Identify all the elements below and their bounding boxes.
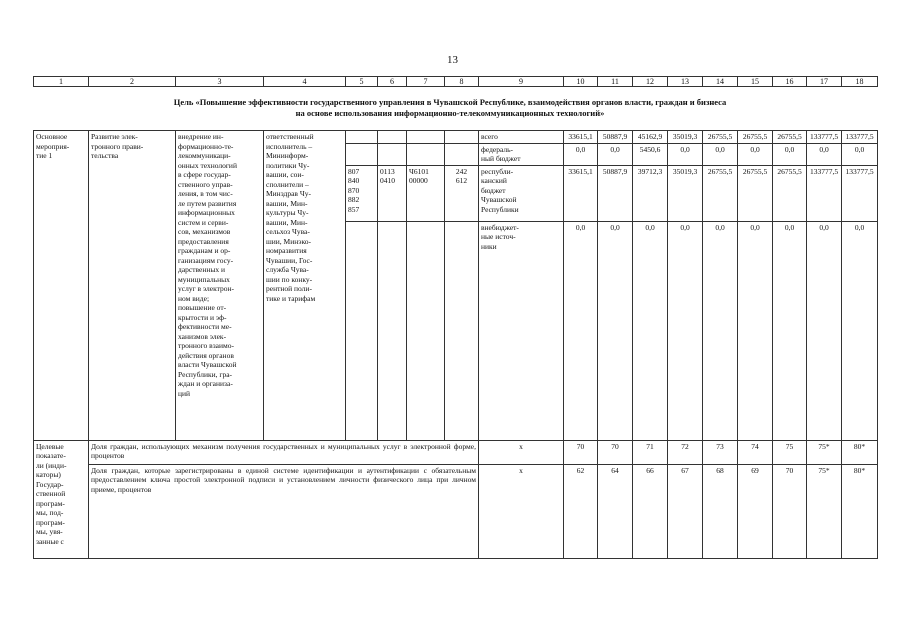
funding-source: всего (479, 131, 564, 144)
empty-cell (445, 131, 479, 144)
table-row (34, 131, 878, 144)
value-cell: 26755,5 (773, 131, 807, 144)
budget-code-section: 0113 0410 (378, 165, 407, 221)
empty-cell (407, 131, 445, 144)
funding-source: республи- канский бюджет Чувашской Республики (479, 165, 564, 221)
empty-cell (346, 221, 378, 440)
value-cell: 66 (633, 464, 668, 558)
activity-type: Основное мероприя- тие 1 (34, 131, 89, 441)
value-cell: 0,0 (807, 143, 842, 165)
value-cell: 133777,5 (807, 131, 842, 144)
col-num: 7 (407, 77, 445, 87)
empty-cell (378, 143, 407, 165)
value-cell: 0,0 (598, 143, 633, 165)
col-num: 1 (34, 77, 89, 87)
value-cell: 75* (807, 440, 842, 464)
value-cell: 74 (738, 440, 773, 464)
budget-code-target: Ч6101 00000 (407, 165, 445, 221)
empty-cell (407, 221, 445, 440)
value-cell: 68 (703, 464, 738, 558)
value-cell: 5450,6 (633, 143, 668, 165)
value-cell: 75 (773, 440, 807, 464)
page-number: 13 (447, 54, 458, 66)
value-cell: 73 (703, 440, 738, 464)
value-cell: 0,0 (773, 143, 807, 165)
value-cell: 0,0 (842, 143, 878, 165)
activity-title: Развитие элек- тронного прави- тельства (89, 131, 176, 441)
value-cell: 26755,5 (703, 165, 738, 221)
table-row (34, 464, 878, 558)
value-cell: 50887,9 (598, 131, 633, 144)
empty-cell (378, 221, 407, 440)
empty-cell (445, 143, 479, 165)
empty-cell (445, 221, 479, 440)
value-cell: 33615,1 (564, 131, 598, 144)
value-cell: 0,0 (668, 221, 703, 440)
goal-line-1: Цель «Повышение эффективности государственного управления в Чувашской Республике, взаимодействия органов власти, граждан и бизнеса (173, 97, 727, 107)
value-cell: 0,0 (633, 221, 668, 440)
activity-executors: ответственный исполнитель – Мининформ- политики Чу- вашии, сои- сполнители – Минздрав Чу- вашии, Мин- культуры Чу- вашии, Мин- сельхоз Чува- шии, Минэко- номразвития Чувашии, Гос- служба Чува- шии по конку- рентной поли- тике и тарифам (264, 131, 346, 441)
value-cell: 0,0 (668, 143, 703, 165)
value-cell: 71 (633, 440, 668, 464)
indicator-text: Доля граждан, которые зарегистрированы в единой системе идентификации и аутентификации с обязательным предоставлением ключа простой электронной подписи и установлением личности физического лица при личном приеме, процентов (89, 464, 479, 558)
col-num: 9 (479, 77, 564, 87)
value-cell: 70 (564, 440, 598, 464)
col-num: 3 (176, 77, 264, 87)
value-cell: 45162,9 (633, 131, 668, 144)
activity-description: внедрение ин- формационно-те- лекоммуникаци- онных технологий в сфере государ- ственного управ- ления, в том чис- ле путем развития информационных систем и серви- сов, механизмов предоставления гражданам и ор- ганизациям госу- дарственных и муниципальных услуг в электрон- ном виде; повышение от- крытости и эф- фективности ме- ханизмов элек- тронного взаимо- действия органов власти Чувашской Республики, гра- ждан и организа- ций (176, 131, 264, 441)
value-cell: 26755,5 (738, 165, 773, 221)
col-num: 12 (633, 77, 668, 87)
indicator-text: Доля граждан, использующих механизм получения государственных и муниципальных услуг в электронной форме, процентов (89, 440, 479, 464)
value-cell: 133777,5 (807, 165, 842, 221)
value-cell: 33615,1 (564, 165, 598, 221)
col-num: 16 (773, 77, 807, 87)
value-cell: 70 (598, 440, 633, 464)
value-cell: 0,0 (807, 221, 842, 440)
value-cell: 64 (598, 464, 633, 558)
empty-cell (407, 143, 445, 165)
empty-cell (378, 131, 407, 144)
value-cell: 0,0 (703, 221, 738, 440)
value-cell: 80* (842, 440, 878, 464)
col-num: 11 (598, 77, 633, 87)
budget-code-type: 242 612 (445, 165, 479, 221)
empty-cell (346, 131, 378, 144)
column-number-header (33, 76, 878, 87)
value-cell: 26755,5 (703, 131, 738, 144)
value-cell: 75* (807, 464, 842, 558)
funding-source: внебюджет- ные источ- ники (479, 221, 564, 440)
value-cell: 0,0 (738, 143, 773, 165)
value-cell: 50887,9 (598, 165, 633, 221)
value-cell: 133777,5 (842, 131, 878, 144)
indicator-unit: x (479, 440, 564, 464)
value-cell: 133777,5 (842, 165, 878, 221)
funding-source: федераль- ный бюджет (479, 143, 564, 165)
goal-line-2: на основе использования информационно-телекоммуникационных технологий» (295, 108, 605, 118)
value-cell: 70 (773, 464, 807, 558)
value-cell: 39712,3 (633, 165, 668, 221)
value-cell: 0,0 (773, 221, 807, 440)
goal-heading (33, 97, 867, 119)
value-cell: 26755,5 (773, 165, 807, 221)
col-num: 10 (564, 77, 598, 87)
col-num: 14 (703, 77, 738, 87)
value-cell: 35019,3 (668, 165, 703, 221)
value-cell: 0,0 (842, 221, 878, 440)
value-cell: 80* (842, 464, 878, 558)
empty-cell (346, 143, 378, 165)
col-num: 13 (668, 77, 703, 87)
col-num: 15 (738, 77, 773, 87)
value-cell: 0,0 (564, 143, 598, 165)
col-num: 5 (346, 77, 378, 87)
value-cell: 0,0 (564, 221, 598, 440)
value-cell: 26755,5 (738, 131, 773, 144)
program-table (33, 130, 878, 559)
value-cell: 72 (668, 440, 703, 464)
col-num: 4 (264, 77, 346, 87)
value-cell: 35019,3 (668, 131, 703, 144)
value-cell: 0,0 (598, 221, 633, 440)
table-row (34, 440, 878, 464)
indicator-unit: x (479, 464, 564, 558)
col-num: 8 (445, 77, 479, 87)
col-num: 2 (89, 77, 176, 87)
col-num: 17 (807, 77, 842, 87)
value-cell: 67 (668, 464, 703, 558)
value-cell: 0,0 (738, 221, 773, 440)
value-cell: 69 (738, 464, 773, 558)
value-cell: 0,0 (703, 143, 738, 165)
indicators-label: Целевые показате- ли (инди- каторы) Государ- ственной програм- мы, под- програм- мы, увя- занные с (34, 440, 89, 558)
col-num: 18 (842, 77, 878, 87)
value-cell: 62 (564, 464, 598, 558)
col-num: 6 (378, 77, 407, 87)
budget-code-gr: 807 840 870 882 857 (346, 165, 378, 221)
